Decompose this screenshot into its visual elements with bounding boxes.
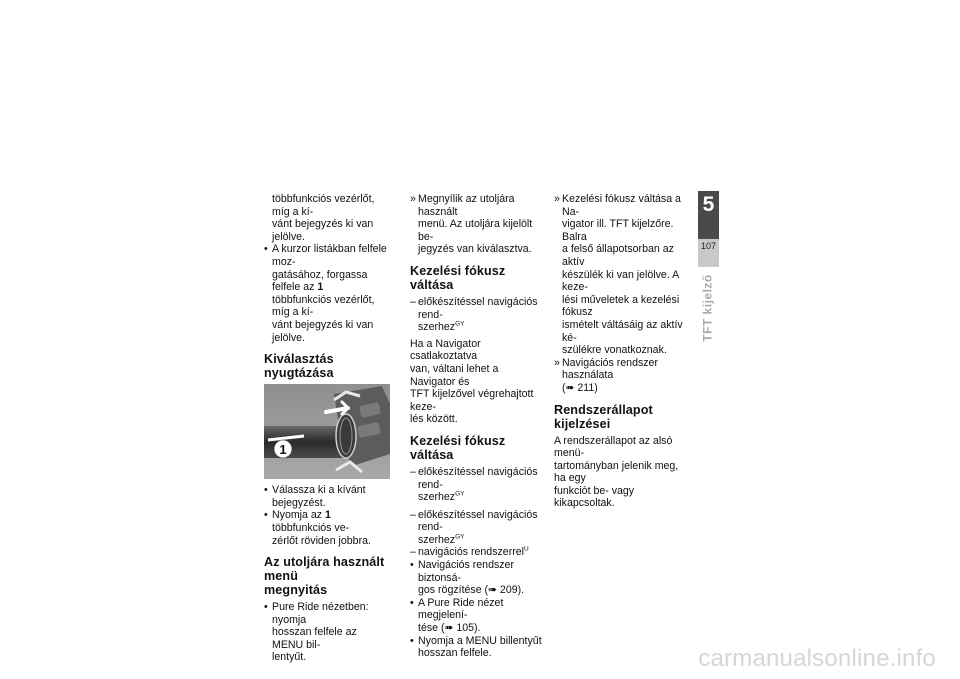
bullet-item [264,509,390,547]
bullet-item [410,559,543,597]
option-superscript: GY [455,320,465,328]
text-part: szerhez [418,321,456,334]
text-line: lés között. [410,413,458,426]
text-line: tartományban jelenik meg, ha egy [554,459,679,485]
text-line: Válassza ki a kívánt bejegyzést. [272,484,366,509]
page-reference[interactable]: 211 [577,381,595,394]
text-line: többfunkciós vezérlőt, míg a kí- [272,193,375,218]
controller-illustration [264,384,390,479]
chapter-number: 5 [702,193,715,216]
text-line: előkészítéssel navigációs rend- [418,295,538,321]
text-line [418,584,543,597]
dash-marker: – [410,465,416,478]
bullet-marker: • [264,601,268,614]
text-line [418,534,543,547]
text-line: vánt bejegyzés ki van jelölve. [272,318,374,344]
option-superscript: GY [455,533,465,541]
bullet-marker: • [410,634,414,647]
text-part: ). [517,584,525,597]
condition-item [410,546,543,559]
condition-item [410,296,543,334]
text-line: van, váltani lehet a Navigator és [410,362,499,388]
text-line [418,491,543,504]
page-number: 107 [700,241,717,251]
section-heading [264,555,390,597]
column-2 [410,193,543,660]
result-marker: » [554,356,560,369]
text-line: Ha a Navigator csatlakoztatva [410,337,481,363]
reference-number: 1 [325,509,331,522]
page-reference[interactable]: 209 [499,584,518,597]
text-line: TFT kijelzővel végrehajtott keze- [410,388,534,413]
text-line: Navigációs rendszer használata [562,356,658,382]
text-line: hosszan felfele. [418,647,492,660]
text-line: Nyomja a MENU billentyűt [418,634,542,647]
text-line [418,622,543,635]
result-item [554,357,688,395]
arrow-icon: ➠ [565,381,575,394]
text-line: Kezelési fókusz váltása a Na- [562,193,681,218]
bullet-marker: • [264,484,268,497]
bullet-marker: • [264,243,268,256]
text-part: ) [594,381,598,394]
result-item [410,193,543,256]
text-part: szerhez [418,533,456,546]
bullet-item [264,601,390,664]
text-line: A Pure Ride nézet megjelení- [418,596,504,622]
text-line: szülékre vonatkoznak. [562,344,667,357]
text-part: tése ( [418,622,445,635]
text-line: vánt bejegyzés ki van jelölve. [272,218,374,243]
arrow-icon: ➠ [488,584,497,597]
section-heading: Rendszerállapot kijelzései [554,402,653,431]
bullet-item [264,243,390,344]
text-line: ismételt váltásáig az aktív ké- [562,318,683,344]
text-line: többfunkciós vezérlőt, míg a kí- [272,293,375,319]
condition-item [410,466,543,504]
text-part: gatásához, forgassa felfele az [272,268,368,294]
bullet-item [264,484,390,509]
text-part: navigációs rendszerrel [418,546,524,559]
text-part: gos rögzítése ( [418,584,489,597]
chapter-side-title: TFT kijelző [700,274,715,342]
section-heading: Kezelési fókusz váltása [410,263,506,292]
text-line: Pure Ride nézetben: nyomja [272,601,369,626]
text-line: lési műveletek a kezelési fókusz [562,293,680,319]
option-superscript: U [524,545,529,553]
result-marker: » [554,193,560,205]
text-line: Megnyílik az utoljára használt [418,193,515,218]
text-line: A kurzor listákban felfele moz- [272,243,387,268]
text-line: A rendszerállapot az alsó menü- [554,434,673,460]
section-heading: Kezelési fókusz váltása [410,433,506,462]
text-line: Navigációs rendszer biztonsá- [418,559,514,584]
text-line: lentyűt. [272,651,307,664]
bullet-marker: • [410,596,414,609]
column-1 [264,193,390,664]
result-marker: » [410,193,416,205]
text-part: többfunkciós ve- [272,521,350,534]
chapter-tab [698,191,719,239]
dash-marker: – [410,508,416,521]
result-item [554,193,688,357]
text-line [418,321,543,334]
text-part: Nyomja az [272,509,323,522]
heading-line: megnyitás [264,583,328,598]
heading-line: Az utoljára használt menü [264,555,385,584]
section-heading: Kiválasztás nyugtázása [264,352,334,381]
text-part: ( [562,381,566,394]
text-line: menü. Az utoljára kijelölt be- [418,218,533,243]
condition-item [410,509,543,547]
photo-callout-label: 1 [279,442,287,458]
watermark: carmanualsonline.info [698,645,936,672]
text-line [418,546,543,559]
bullet-item [410,597,543,635]
text-line: funkciót be- vagy kikapcsoltak. [554,484,635,510]
page-reference[interactable]: 105 [456,622,475,635]
text-line: előkészítéssel navigációs rend- [418,508,538,534]
handlebar-controller-photo [264,384,390,479]
text-line: készülék ki van jelölve. A keze- [562,268,679,294]
option-superscript: GY [455,490,465,498]
text-line: vigator ill. TFT kijelzőre. Balra [562,218,674,243]
reference-number: 1 [317,281,324,294]
text-line: a felső állapotsorban az aktív [562,243,674,268]
text-line [272,509,390,534]
text-line: előkészítéssel navigációs rend- [418,465,538,491]
dash-marker: – [410,295,416,308]
text-line [272,269,390,294]
column-3 [554,193,688,510]
arrow-icon: ➠ [444,622,454,635]
text-part: szerhez [418,491,456,504]
dash-marker: – [410,546,416,559]
bullet-item [410,635,543,660]
text-part: ). [474,622,481,635]
bullet-marker: • [264,509,268,522]
text-line [562,382,688,395]
text-line: jegyzés van kiválasztva. [418,243,532,256]
bullet-marker: • [410,559,414,572]
text-line: zérlőt röviden jobbra. [272,534,371,547]
text-line: hosszan felfele az MENU bil- [272,626,357,651]
